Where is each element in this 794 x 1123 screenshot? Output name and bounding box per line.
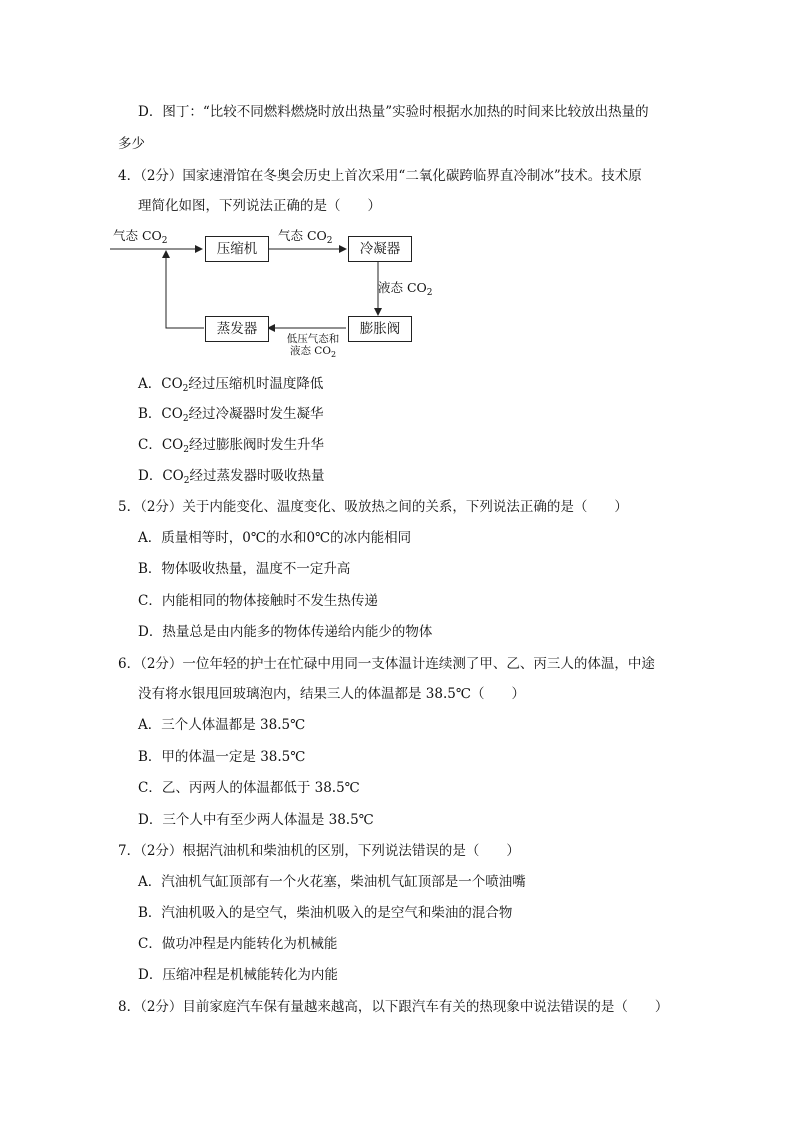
q6-stem-line2: 没有将水银甩回玻璃泡内，结果三人的体温都是 38.5℃（ ） [138, 686, 525, 702]
q6-option-b: B．甲的体温一定是 38.5℃ [138, 749, 306, 765]
q5-option-a: A．质量相等时，0℃的水和0℃的冰内能相同 [138, 530, 412, 546]
q8-stem: 8．（2分）目前家庭汽车保有量越来越高，以下跟汽车有关的热现象中说法错误的是（ ） [118, 999, 669, 1015]
q7-option-c: C．做功冲程是内能转化为机械能 [138, 936, 338, 952]
q7-option-a: A．汽油机气缸顶部有一个火花塞，柴油机气缸顶部是一个喷油嘴 [138, 874, 526, 890]
q4-option-c: C．$CO_2$经过膨胀阀时发生升华 [138, 437, 324, 455]
q5-stem: 5．（2分）关于内能变化、温度变化、吸放热之间的关系，下列说法正确的是（ ） [118, 499, 628, 515]
q7-stem: 7．（2分）根据汽油机和柴油机的区别，下列说法错误的是（ ） [118, 843, 520, 859]
q5-option-c: C．内能相同的物体接触时不发生热传递 [138, 593, 378, 609]
q4-option-b: B．$CO_2$经过冷凝器时发生凝华 [138, 406, 324, 424]
q6-stem-line1: 6．（2分）一位年轻的护士在忙碌中用同一支体温计连续测了甲、乙、丙三人的体温，中途 [118, 656, 655, 672]
arrow-evaporator-return [166, 251, 204, 328]
q4-option-a: A．$CO_2$经过压缩机时温度降低 [138, 376, 324, 394]
q3-option-d-line2: 多少 [118, 136, 145, 152]
q5-option-b: B．物体吸收热量，温度不一定升高 [138, 561, 351, 577]
q6-option-a: A．三个人体温都是 38.5℃ [138, 717, 306, 733]
label-gas-co2-mid: 气态 $CO_2$ [278, 228, 333, 246]
co2-cycle-diagram [110, 222, 450, 367]
q3-option-d-line1: D．图丁：“比较不同燃料燃烧时放出热量”实验时根据水加热的时间来比较放出热量的 [138, 104, 649, 120]
q4-stem-line2: 理简化如图，下列说法正确的是（ ） [138, 198, 381, 214]
q7-option-d: D．压缩冲程是机械能转化为内能 [138, 967, 338, 983]
q7-option-b: B．汽油机吸入的是空气，柴油机吸入的是空气和柴油的混合物 [138, 905, 513, 921]
compressor-box: 压缩机 [205, 236, 269, 262]
q4-option-d: D．$CO_2$经过蒸发器时吸收热量 [138, 468, 325, 486]
q6-option-c: C．乙、丙两人的体温都低于 38.5℃ [138, 780, 360, 796]
condenser-box: 冷凝器 [348, 236, 412, 262]
q4-stem-line1: 4．（2分）国家速滑馆在冬奥会历史上首次采用“二氧化碳跨临界直冷制冰”技术。技术原 [118, 168, 642, 184]
label-liquid-co2: 液态 $CO_2$ [378, 280, 433, 298]
label-low-pressure-mix: 低压气态和 液态 $CO_2$ [286, 333, 340, 359]
expansion-valve-box: 膨胀阀 [348, 316, 412, 342]
evaporator-box: 蒸发器 [205, 316, 269, 342]
label-gas-co2-in: 气态 $CO_2$ [113, 228, 168, 246]
q5-option-d: D．热量总是由内能多的物体传递给内能少的物体 [138, 624, 433, 640]
q6-option-d: D．三个人中有至少两人体温是 38.5℃ [138, 812, 374, 828]
